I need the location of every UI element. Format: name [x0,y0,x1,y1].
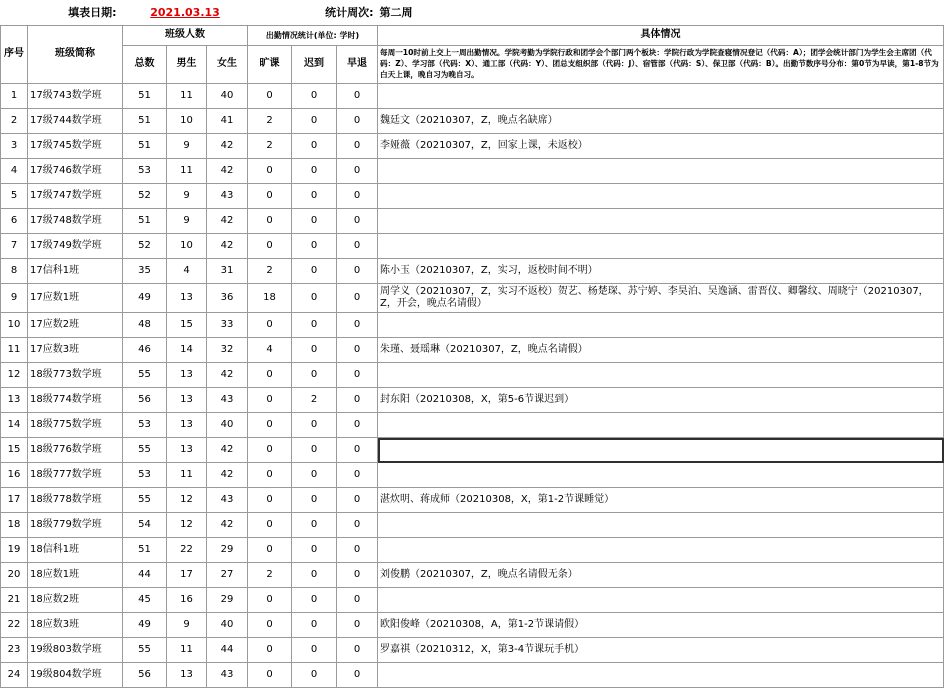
total-cell[interactable]: 55 [123,438,167,463]
male-cell[interactable]: 12 [167,513,207,538]
female-cell[interactable]: 29 [207,588,248,613]
class-name-cell[interactable]: 17级745数学班 [28,134,123,159]
absent-cell[interactable]: 0 [248,588,292,613]
male-cell[interactable]: 4 [167,259,207,284]
table-row [1,234,944,259]
row-number[interactable]: 12 [1,363,28,388]
total-cell[interactable]: 55 [123,638,167,663]
male-cell[interactable]: 12 [167,488,207,513]
male-cell[interactable]: 13 [167,284,207,313]
note-cell[interactable]: 陈小玉（20210307，Z，实习，返校时间不明） [378,259,944,284]
late-cell[interactable]: 0 [292,109,337,134]
note-cell[interactable]: 刘俊鹏（20210307，Z，晚点名请假无条） [378,563,944,588]
note-cell[interactable] [378,538,944,563]
male-cell[interactable]: 10 [167,109,207,134]
total-cell[interactable]: 44 [123,563,167,588]
note-cell[interactable] [378,209,944,234]
female-cell[interactable]: 33 [207,313,248,338]
late-cell[interactable]: 0 [292,184,337,209]
col-class-count: 班级人数 [123,26,248,46]
early-cell[interactable]: 0 [337,84,378,109]
absent-cell[interactable]: 2 [248,109,292,134]
table-row [1,388,944,413]
total-cell[interactable]: 52 [123,184,167,209]
table-row [1,338,944,363]
total-cell[interactable]: 55 [123,363,167,388]
week-label: 统计周次: [248,0,378,26]
early-cell[interactable]: 0 [337,313,378,338]
date-value[interactable]: 2021.03.13 [150,5,220,19]
late-cell[interactable]: 0 [292,613,337,638]
row-number[interactable]: 1 [1,84,28,109]
class-name-cell[interactable]: 18级774数学班 [28,388,123,413]
absent-cell[interactable]: 0 [248,513,292,538]
row-number[interactable]: 8 [1,259,28,284]
row-number[interactable]: 7 [1,234,28,259]
early-cell[interactable]: 0 [337,438,378,463]
late-cell[interactable]: 0 [292,209,337,234]
total-cell[interactable]: 53 [123,159,167,184]
table-row [1,284,944,313]
late-cell[interactable]: 0 [292,284,337,313]
column-header-row-2 [1,46,944,84]
date-label: 填表日期: [1,0,123,26]
absent-cell[interactable]: 2 [248,563,292,588]
absent-cell[interactable]: 2 [248,259,292,284]
female-cell[interactable]: 43 [207,663,248,688]
table-row [1,563,944,588]
late-cell[interactable]: 0 [292,513,337,538]
early-cell[interactable]: 0 [337,663,378,688]
row-number[interactable]: 9 [1,284,28,313]
early-cell[interactable]: 0 [337,613,378,638]
row-number[interactable]: 18 [1,513,28,538]
early-cell[interactable]: 0 [337,463,378,488]
female-cell[interactable]: 44 [207,638,248,663]
total-cell[interactable]: 45 [123,588,167,613]
note-cell[interactable] [378,159,944,184]
class-name-cell[interactable]: 17级747数学班 [28,184,123,209]
male-cell[interactable]: 14 [167,338,207,363]
total-cell[interactable]: 55 [123,488,167,513]
table-row [1,159,944,184]
late-cell[interactable]: 0 [292,338,337,363]
week-value[interactable]: 第二周 [378,0,944,26]
table-row [1,463,944,488]
early-cell[interactable]: 0 [337,563,378,588]
table-row [1,488,944,513]
absent-cell[interactable]: 2 [248,134,292,159]
class-name-cell[interactable]: 17级744数学班 [28,109,123,134]
early-cell[interactable]: 0 [337,513,378,538]
table-row [1,638,944,663]
col-attendance-group: 出勤情况统计(单位: 学时) [248,26,378,46]
early-cell[interactable]: 0 [337,284,378,313]
male-cell[interactable]: 13 [167,363,207,388]
row-number[interactable]: 4 [1,159,28,184]
note-cell[interactable] [378,184,944,209]
total-cell[interactable]: 52 [123,234,167,259]
male-cell[interactable]: 13 [167,388,207,413]
early-cell[interactable]: 0 [337,209,378,234]
female-cell[interactable]: 42 [207,363,248,388]
class-name-cell[interactable]: 18应数1班 [28,563,123,588]
note-cell[interactable] [378,363,944,388]
row-number[interactable]: 5 [1,184,28,209]
early-cell[interactable]: 0 [337,338,378,363]
total-cell[interactable]: 49 [123,284,167,313]
late-cell[interactable]: 0 [292,538,337,563]
note-cell[interactable] [378,513,944,538]
note-cell[interactable]: 李娅薇（20210307，Z，回家上课，未返校） [378,134,944,159]
late-cell[interactable]: 2 [292,388,337,413]
early-cell[interactable]: 0 [337,588,378,613]
early-cell[interactable]: 0 [337,109,378,134]
row-number[interactable]: 14 [1,413,28,438]
row-number[interactable]: 16 [1,463,28,488]
note-cell[interactable]: 欧阳俊峰（20210308，A，第1-2节课请假） [378,613,944,638]
early-cell[interactable]: 0 [337,184,378,209]
early-cell[interactable]: 0 [337,488,378,513]
note-cell[interactable] [378,413,944,438]
note-cell[interactable]: 封东阳（20210308，X，第5-6节课迟到） [378,388,944,413]
total-cell[interactable]: 53 [123,463,167,488]
col-male: 男生 [167,46,207,84]
note-cell[interactable]: 罗嘉祺（20210312，X，第3-4节课玩手机） [378,638,944,663]
early-cell[interactable]: 0 [337,638,378,663]
female-cell[interactable]: 27 [207,563,248,588]
male-cell[interactable]: 9 [167,184,207,209]
note-cell[interactable]: 湛炊明、蒋成师（20210308，X，第1-2节课睡觉） [378,488,944,513]
male-cell[interactable]: 10 [167,234,207,259]
female-cell[interactable]: 42 [207,463,248,488]
row-number[interactable]: 6 [1,209,28,234]
col-female: 女生 [207,46,248,84]
table-row [1,184,944,209]
table-row [1,109,944,134]
late-cell[interactable]: 0 [292,438,337,463]
male-cell[interactable]: 16 [167,588,207,613]
table-row [1,538,944,563]
female-cell[interactable]: 31 [207,259,248,284]
class-name-cell[interactable]: 17应数2班 [28,313,123,338]
late-cell[interactable]: 0 [292,563,337,588]
row-number[interactable]: 11 [1,338,28,363]
late-cell[interactable]: 0 [292,313,337,338]
late-cell[interactable]: 0 [292,84,337,109]
female-cell[interactable]: 42 [207,134,248,159]
late-cell[interactable]: 0 [292,259,337,284]
absent-cell[interactable]: 0 [248,663,292,688]
table-row [1,134,944,159]
row-number[interactable]: 10 [1,313,28,338]
table-row [1,259,944,284]
absent-cell[interactable]: 0 [248,159,292,184]
col-total: 总数 [123,46,167,84]
table-row [1,84,944,109]
class-name-cell[interactable]: 18级775数学班 [28,413,123,438]
early-cell[interactable]: 0 [337,538,378,563]
table-row [1,613,944,638]
class-name-cell[interactable]: 17应数1班 [28,284,123,313]
note-cell[interactable] [378,234,944,259]
class-name-cell[interactable]: 18级773数学班 [28,363,123,388]
total-cell[interactable]: 49 [123,613,167,638]
note-cell[interactable]: 魏廷文（20210307，Z，晚点名缺席） [378,109,944,134]
table-row [1,313,944,338]
class-name-cell[interactable]: 18应数2班 [28,588,123,613]
col-late: 迟到 [292,46,337,84]
class-name-cell[interactable]: 18级777数学班 [28,463,123,488]
female-cell[interactable]: 43 [207,388,248,413]
absent-cell[interactable]: 0 [248,363,292,388]
female-cell[interactable]: 42 [207,209,248,234]
total-cell[interactable]: 51 [123,109,167,134]
class-name-cell[interactable]: 17信科1班 [28,259,123,284]
table-row [1,209,944,234]
female-cell[interactable]: 42 [207,513,248,538]
total-cell[interactable]: 51 [123,209,167,234]
total-cell[interactable]: 46 [123,338,167,363]
header-row [1,0,944,26]
absent-cell[interactable]: 0 [248,184,292,209]
male-cell[interactable]: 13 [167,663,207,688]
total-cell[interactable]: 54 [123,513,167,538]
row-number[interactable]: 23 [1,638,28,663]
row-number[interactable]: 22 [1,613,28,638]
table-row [1,588,944,613]
note-cell[interactable] [378,438,944,463]
late-cell[interactable]: 0 [292,413,337,438]
late-cell[interactable]: 0 [292,638,337,663]
male-cell[interactable]: 22 [167,538,207,563]
total-cell[interactable]: 51 [123,84,167,109]
total-cell[interactable]: 56 [123,388,167,413]
absent-cell[interactable]: 0 [248,413,292,438]
male-cell[interactable]: 9 [167,134,207,159]
note-cell[interactable]: 周学义（20210307，Z，实习不返校）贺艺、杨楚琛、苏宁婷、李昊泊、吴逸涵、雷晋仪、卿馨纹、周晓宁（20210307，Z，开会，晚点名请假） [378,284,944,313]
row-number[interactable]: 24 [1,663,28,688]
note-cell[interactable] [378,663,944,688]
male-cell[interactable]: 9 [167,209,207,234]
early-cell[interactable]: 0 [337,363,378,388]
absent-cell[interactable]: 0 [248,613,292,638]
class-name-cell[interactable]: 18级776数学班 [28,438,123,463]
absent-cell[interactable]: 0 [248,209,292,234]
female-cell[interactable]: 43 [207,488,248,513]
female-cell[interactable]: 43 [207,184,248,209]
female-cell[interactable]: 42 [207,159,248,184]
female-cell[interactable]: 32 [207,338,248,363]
col-class-name: 班级简称 [28,26,123,84]
class-name-cell[interactable]: 17应数3班 [28,338,123,363]
table-row [1,363,944,388]
absent-cell[interactable]: 4 [248,338,292,363]
row-number[interactable]: 3 [1,134,28,159]
early-cell[interactable]: 0 [337,259,378,284]
male-cell[interactable]: 13 [167,438,207,463]
male-cell[interactable]: 17 [167,563,207,588]
early-cell[interactable]: 0 [337,134,378,159]
female-cell[interactable]: 40 [207,613,248,638]
male-cell[interactable]: 11 [167,463,207,488]
late-cell[interactable]: 0 [292,134,337,159]
absent-cell[interactable]: 0 [248,438,292,463]
col-early: 早退 [337,46,378,84]
class-name-cell[interactable]: 17级748数学班 [28,209,123,234]
absent-cell[interactable]: 0 [248,538,292,563]
absent-cell[interactable]: 0 [248,234,292,259]
row-number[interactable]: 2 [1,109,28,134]
total-cell[interactable]: 48 [123,313,167,338]
table-row [1,438,944,463]
class-name-cell[interactable]: 17级749数学班 [28,234,123,259]
late-cell[interactable]: 0 [292,159,337,184]
col-absent: 旷课 [248,46,292,84]
late-cell[interactable]: 0 [292,234,337,259]
absent-cell[interactable]: 0 [248,84,292,109]
column-header-row-1 [1,26,944,46]
row-number[interactable]: 17 [1,488,28,513]
early-cell[interactable]: 0 [337,234,378,259]
female-cell[interactable]: 29 [207,538,248,563]
absent-cell[interactable]: 0 [248,313,292,338]
class-name-cell[interactable]: 18信科1班 [28,538,123,563]
late-cell[interactable]: 0 [292,363,337,388]
note-cell[interactable] [378,84,944,109]
table-row [1,513,944,538]
early-cell[interactable]: 0 [337,413,378,438]
description-note: 每周一10时前上交上一周出勤情况。学院考勤为学院行政和团学会个部门两个板块：学院行政为学院查寝情况登记（代码：A）；团学会统计部门为学生会主席团（代码：Z）、学习部（代码：X）、通工部（代码：Y）、团总支组织部（代码：J）、宿管部（代码：S）、保卫部（代码：B）。出勤节数序号分布：第0节为早读，第1-8节为白天上课，晚自习为晚自习。 [378,46,944,84]
female-cell[interactable]: 36 [207,284,248,313]
early-cell[interactable]: 0 [337,388,378,413]
male-cell[interactable]: 13 [167,413,207,438]
late-cell[interactable]: 0 [292,663,337,688]
female-cell[interactable]: 42 [207,438,248,463]
col-no: 序号 [1,26,28,84]
col-detail: 具体情况 [378,26,944,46]
early-cell[interactable]: 0 [337,159,378,184]
class-name-cell[interactable]: 17级746数学班 [28,159,123,184]
row-number[interactable]: 20 [1,563,28,588]
row-number[interactable]: 21 [1,588,28,613]
class-name-cell[interactable]: 19级803数学班 [28,638,123,663]
male-cell[interactable]: 11 [167,84,207,109]
female-cell[interactable]: 41 [207,109,248,134]
class-name-cell[interactable]: 18级779数学班 [28,513,123,538]
male-cell[interactable]: 9 [167,613,207,638]
female-cell[interactable]: 40 [207,84,248,109]
female-cell[interactable]: 40 [207,413,248,438]
late-cell[interactable]: 0 [292,488,337,513]
male-cell[interactable]: 11 [167,638,207,663]
note-cell[interactable] [378,463,944,488]
absent-cell[interactable]: 0 [248,488,292,513]
female-cell[interactable]: 42 [207,234,248,259]
absent-cell[interactable]: 0 [248,638,292,663]
late-cell[interactable]: 0 [292,463,337,488]
total-cell[interactable]: 51 [123,134,167,159]
table-row [1,413,944,438]
note-cell[interactable] [378,313,944,338]
total-cell[interactable]: 53 [123,413,167,438]
class-name-cell[interactable]: 18级778数学班 [28,488,123,513]
row-number[interactable]: 13 [1,388,28,413]
total-cell[interactable]: 51 [123,538,167,563]
late-cell[interactable]: 0 [292,588,337,613]
male-cell[interactable]: 11 [167,159,207,184]
note-cell[interactable]: 朱瑾、聂瑶琳（20210307，Z，晚点名请假） [378,338,944,363]
absent-cell[interactable]: 18 [248,284,292,313]
absent-cell[interactable]: 0 [248,463,292,488]
class-name-cell[interactable]: 18应数3班 [28,613,123,638]
total-cell[interactable]: 56 [123,663,167,688]
row-number[interactable]: 15 [1,438,28,463]
table-row [1,663,944,688]
class-name-cell[interactable]: 17级743数学班 [28,84,123,109]
total-cell[interactable]: 35 [123,259,167,284]
male-cell[interactable]: 15 [167,313,207,338]
class-name-cell[interactable]: 19级804数学班 [28,663,123,688]
note-cell[interactable] [378,588,944,613]
row-number[interactable]: 19 [1,538,28,563]
absent-cell[interactable]: 0 [248,388,292,413]
